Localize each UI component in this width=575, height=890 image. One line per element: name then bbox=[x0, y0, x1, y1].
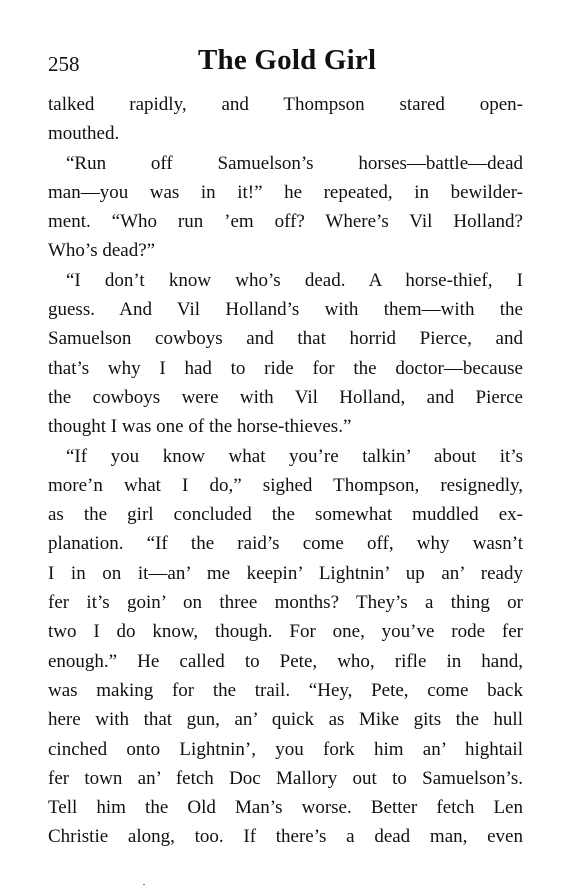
body-text bbox=[48, 90, 523, 852]
text-line: Samuelson cowboys and that horrid Pierce, and bbox=[48, 328, 523, 350]
text-line: as the girl concluded the somewhat muddled ex- bbox=[48, 504, 523, 526]
page-header bbox=[48, 40, 523, 84]
text-line: Who’s dead?” bbox=[48, 240, 156, 262]
text-line: enough.” He called to Pete, who, rifle in hand, bbox=[48, 650, 523, 672]
text-line: “Run off Samuelson’s horses—battle—dead bbox=[66, 152, 523, 174]
text-line: thought I was one of the horse-thieves.” bbox=[48, 416, 352, 438]
paragraph bbox=[48, 266, 523, 442]
text-line: planation. “If the raid’s come off, why wasn’t bbox=[48, 533, 523, 555]
text-line: the cowboys were with Vil Holland, and Pierce bbox=[48, 386, 523, 408]
book-page bbox=[48, 40, 523, 852]
text-line: that’s why I had to ride for the doctor—because bbox=[48, 357, 523, 379]
paragraph bbox=[48, 149, 523, 266]
text-line: talked rapidly, and Thompson stared open- bbox=[48, 94, 523, 115]
text-line: fer it’s goin’ on three months? They’s a thing or bbox=[48, 592, 523, 614]
text-line: “If you know what you’re talkin’ about it’s bbox=[66, 445, 523, 467]
text-line: fer town an’ fetch Doc Mallory out to Samuelson’s. bbox=[48, 767, 523, 789]
text-line: cinched onto Lightnin’, you fork him an’ hightail bbox=[48, 738, 523, 760]
text-line: Christie along, too. If there’s a dead man, even bbox=[48, 826, 523, 848]
text-line: was making for the trail. “Hey, Pete, come back bbox=[48, 679, 523, 701]
text-line: I in on it—an’ me keepin’ Lightnin’ up an’ ready bbox=[48, 562, 523, 584]
text-line: Tell him the Old Man’s worse. Better fetch Len bbox=[48, 797, 523, 819]
running-title: The Gold Girl bbox=[198, 44, 377, 76]
text-line: two I do know, though. For one, you’ve rode fer bbox=[48, 621, 523, 643]
paragraph bbox=[48, 90, 523, 149]
text-line: “I don’t know who’s dead. A horse-thief, I bbox=[66, 269, 523, 291]
scan-speck bbox=[143, 884, 145, 885]
text-line: here with that gun, an’ quick as Mike gits the hull bbox=[48, 709, 523, 731]
page-number: 258 bbox=[48, 52, 80, 76]
text-line: more’n what I do,” sighed Thompson, resignedly, bbox=[48, 474, 523, 496]
text-line: mouthed. bbox=[48, 123, 120, 145]
text-line: man—you was in it!” he repeated, in bewilder- bbox=[48, 181, 523, 203]
text-line: guess. And Vil Holland’s with them—with the bbox=[48, 299, 523, 321]
text-line: ment. “Who run ’em off? Where’s Vil Holland? bbox=[48, 211, 523, 233]
paragraph bbox=[48, 442, 523, 852]
